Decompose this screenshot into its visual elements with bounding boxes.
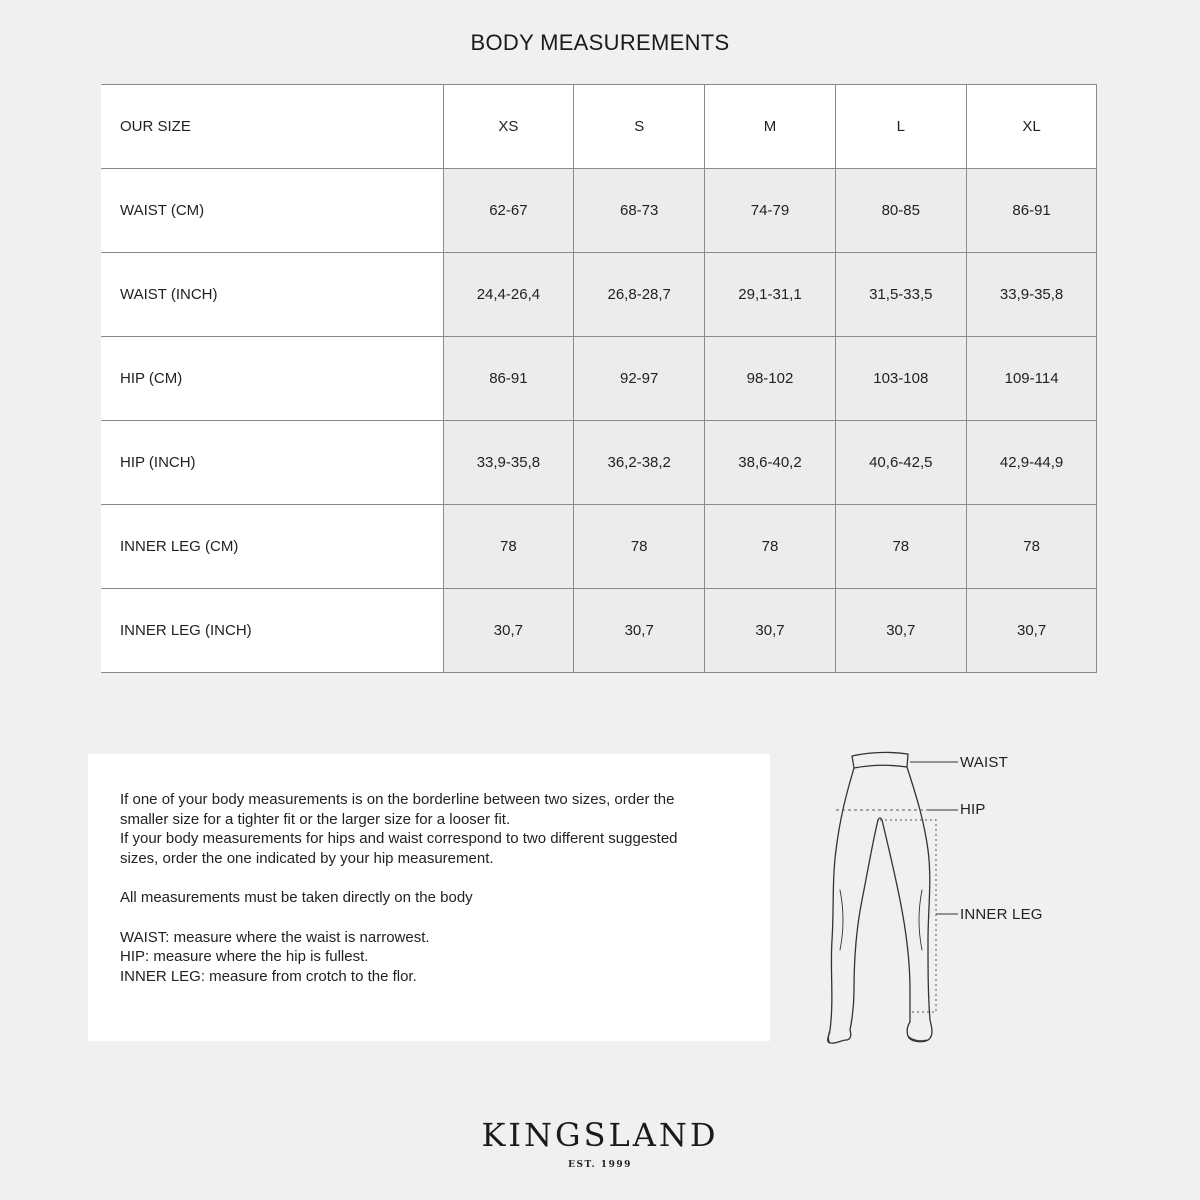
size-header-cell: L [835, 85, 966, 169]
row-label-cell: INNER LEG (CM) [101, 505, 443, 589]
page-title: BODY MEASUREMENTS [470, 30, 730, 55]
value-cell: 30,7 [835, 589, 966, 673]
row-label-cell: HIP (CM) [101, 337, 443, 421]
value-cell: 36,2-38,2 [574, 421, 705, 505]
value-cell: 26,8-28,7 [574, 253, 705, 337]
value-cell: 80-85 [835, 169, 966, 253]
size-guidance-text [120, 790, 740, 986]
size-header-cell: XS [443, 85, 574, 169]
measurement-note: All measurements must be taken directly on the body [120, 889, 473, 906]
value-cell: 103-108 [835, 337, 966, 421]
hip-definition: HIP: measure where the hip is fullest. [120, 948, 369, 965]
table-header-row [101, 85, 1097, 169]
value-cell: 78 [705, 505, 836, 589]
size-header-cell: S [574, 85, 705, 169]
value-cell: 24,4-26,4 [443, 253, 574, 337]
value-cell: 33,9-35,8 [443, 421, 574, 505]
waist-label: WAIST [960, 754, 1008, 771]
value-cell: 40,6-42,5 [835, 421, 966, 505]
size-header-cell: XL [966, 85, 1097, 169]
value-cell: 42,9-44,9 [966, 421, 1097, 505]
table-row [101, 169, 1097, 253]
value-cell: 38,6-40,2 [705, 421, 836, 505]
size-table [101, 84, 1097, 673]
value-cell: 29,1-31,1 [705, 253, 836, 337]
value-cell: 78 [966, 505, 1097, 589]
leggings-icon [810, 740, 1070, 1060]
leggings-measurement-figure [810, 740, 1070, 1060]
table-row [101, 253, 1097, 337]
inner-leg-label: INNER LEG [960, 906, 1043, 923]
guidance-line: If your body measurements for hips and waist correspond to two different suggested [120, 830, 678, 847]
table-row [101, 589, 1097, 673]
value-cell: 33,9-35,8 [966, 253, 1097, 337]
value-cell: 109-114 [966, 337, 1097, 421]
table-row [101, 505, 1097, 589]
brand-logo: KINGSLAND [481, 1116, 719, 1154]
value-cell: 31,5-33,5 [835, 253, 966, 337]
value-cell: 92-97 [574, 337, 705, 421]
row-label-cell: WAIST (CM) [101, 169, 443, 253]
row-label-cell: INNER LEG (INCH) [101, 589, 443, 673]
size-header-cell: M [705, 85, 836, 169]
guidance-line: sizes, order the one indicated by your hip measurement. [120, 849, 494, 867]
brand-tagline: EST. 1999 [568, 1160, 632, 1170]
value-cell: 30,7 [443, 589, 574, 673]
table-row [101, 421, 1097, 505]
value-cell: 86-91 [443, 337, 574, 421]
value-cell: 30,7 [705, 589, 836, 673]
value-cell: 74-79 [705, 169, 836, 253]
guidance-line: smaller size for a tighter fit or the larger size for a looser fit. [120, 810, 511, 828]
value-cell: 68-73 [574, 169, 705, 253]
value-cell: 98-102 [705, 337, 836, 421]
table-row [101, 337, 1097, 421]
value-cell: 78 [443, 505, 574, 589]
waist-definition: WAIST: measure where the waist is narrowest. [120, 928, 430, 946]
inner-leg-definition: INNER LEG: measure from crotch to the flor. [120, 967, 417, 985]
value-cell: 62-67 [443, 169, 574, 253]
value-cell: 78 [835, 505, 966, 589]
header-label-cell: OUR SIZE [101, 85, 443, 169]
row-label-cell: WAIST (INCH) [101, 253, 443, 337]
value-cell: 30,7 [574, 589, 705, 673]
size-guidance-box [88, 754, 770, 1041]
hip-label: HIP [960, 801, 986, 818]
row-label-cell: HIP (INCH) [101, 421, 443, 505]
value-cell: 86-91 [966, 169, 1097, 253]
guidance-line: If one of your body measurements is on the borderline between two sizes, order the [120, 791, 675, 808]
value-cell: 30,7 [966, 589, 1097, 673]
value-cell: 78 [574, 505, 705, 589]
